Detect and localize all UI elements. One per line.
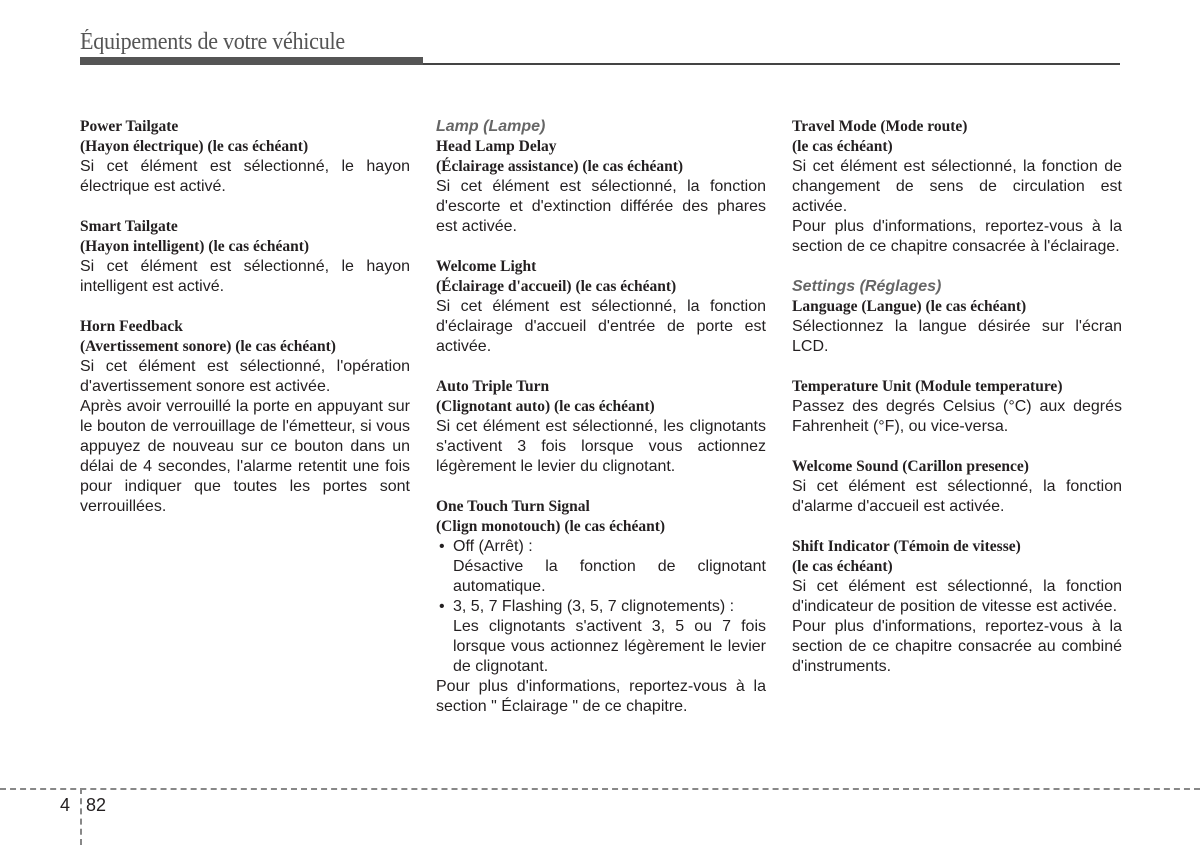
section-heading: Shift Indicator (Témoin de vitesse) (792, 538, 1021, 555)
section-heading: (Avertissement sonore) (le cas échéant) (80, 338, 336, 355)
text-section (436, 497, 766, 717)
page-header-title: Équipements de votre véhicule (80, 29, 345, 55)
text-section (436, 117, 766, 237)
paragraph: Pour plus d'informations, reportez-vous à la section de ce chapitre consacrée au combiné d'instruments. (792, 618, 1122, 675)
paragraph: Si cet élément est sélectionné, la fonction d'éclairage d'accueil d'entrée de porte est activée. (436, 298, 766, 355)
paragraph: Si cet élément est sélectionné, l'opération d'avertissement sonore est activée. (80, 358, 410, 395)
paragraph: Pour plus d'informations, reportez-vous à la section " Éclairage " de ce chapitre. (436, 678, 766, 715)
text-section (792, 457, 1122, 517)
section-heading: Head Lamp Delay (436, 138, 557, 155)
paragraph: Si cet élément est sélectionné, la fonction d'indicateur de position de vitesse est activée. (792, 578, 1122, 615)
column-1 (80, 117, 410, 537)
section-heading: Temperature Unit (Module temperature) (792, 378, 1063, 395)
section-heading: One Touch Turn Signal (436, 498, 590, 515)
bullet-description: Les clignotants s'activent 3, 5 ou 7 fois lorsque vous actionnez légèrement le levier de clignotant. (453, 618, 766, 675)
column-3 (792, 117, 1122, 697)
header-rule (423, 63, 1120, 65)
text-section (792, 117, 1122, 257)
paragraph: Si cet élément est sélectionné, la fonction de changement de sens de circulation est activée. (792, 158, 1122, 215)
section-heading: Welcome Sound (Carillon presence) (792, 458, 1029, 475)
footer-divider (80, 788, 82, 845)
section-heading: Welcome Light (436, 258, 537, 275)
section-heading: (Hayon intelligent) (le cas échéant) (80, 238, 310, 255)
text-section (80, 217, 410, 297)
paragraph: Si cet élément est sélectionné, les clignotants s'activent 3 fois lorsque vous actionnez légèrement le levier du clignotant. (436, 418, 766, 475)
section-heading: Power Tailgate (80, 118, 179, 135)
section-heading: (le cas échéant) (792, 558, 893, 575)
paragraph: Si cet élément est sélectionné, le hayon électrique est activé. (80, 158, 410, 195)
section-heading: Auto Triple Turn (436, 378, 550, 395)
section-heading: Smart Tailgate (80, 218, 178, 235)
text-section (792, 277, 1122, 357)
paragraph: Si cet élément est sélectionné, la fonction d'escorte et d'extinction différée des phares est activée. (436, 178, 766, 235)
bullet-description: Désactive la fonction de clignotant automatique. (453, 558, 766, 595)
text-section (80, 317, 410, 517)
text-section (436, 257, 766, 357)
paragraph: Après avoir verrouillé la porte en appuyant sur le bouton de verrouillage de l'émetteur, si vous appuyez de nouveau sur ce bouton dans un délai de 4 secondes, l'alarme retentit une fois pour indiquer que toutes les portes sont verrouillées. (80, 398, 410, 515)
text-section (792, 537, 1122, 677)
paragraph: Sélectionnez la langue désirée sur l'écran LCD. (792, 318, 1122, 355)
header-bar (80, 57, 423, 65)
column-2 (436, 117, 766, 737)
section-heading: (Clign monotouch) (le cas échéant) (436, 518, 666, 535)
paragraph: Pour plus d'informations, reportez-vous à la section de ce chapitre consacrée à l'éclairage. (792, 218, 1122, 255)
text-section (80, 117, 410, 197)
paragraph: Si cet élément est sélectionné, le hayon intelligent est activé. (80, 258, 410, 295)
text-section (792, 377, 1122, 437)
category-title: Lamp (Lampe) (436, 118, 546, 135)
bullet-item: • Off (Arrêt) : (436, 537, 766, 557)
category-title: Settings (Réglages) (792, 278, 942, 295)
section-heading: (Éclairage d'accueil) (le cas échéant) (436, 278, 677, 295)
paragraph: Si cet élément est sélectionné, la fonction d'alarme d'accueil est activée. (792, 478, 1122, 515)
section-heading: Language (Langue) (le cas échéant) (792, 298, 1027, 315)
section-heading: (le cas échéant) (792, 138, 893, 155)
section-heading: (Hayon électrique) (le cas échéant) (80, 138, 309, 155)
section-heading: Horn Feedback (80, 318, 183, 335)
section-heading: (Clignotant auto) (le cas échéant) (436, 398, 655, 415)
bullet-item: • 3, 5, 7 Flashing (3, 5, 7 clignotements) : (436, 597, 766, 617)
page-number: 82 (86, 795, 107, 815)
text-section (436, 377, 766, 477)
paragraph: Passez des degrés Celsius (°C) aux degrés Fahrenheit (°F), ou vice-versa. (792, 398, 1122, 435)
section-heading: Travel Mode (Mode route) (792, 118, 968, 135)
chapter-number: 4 (60, 795, 71, 815)
section-heading: (Éclairage assistance) (le cas échéant) (436, 158, 684, 175)
footer-rule (0, 788, 1200, 790)
